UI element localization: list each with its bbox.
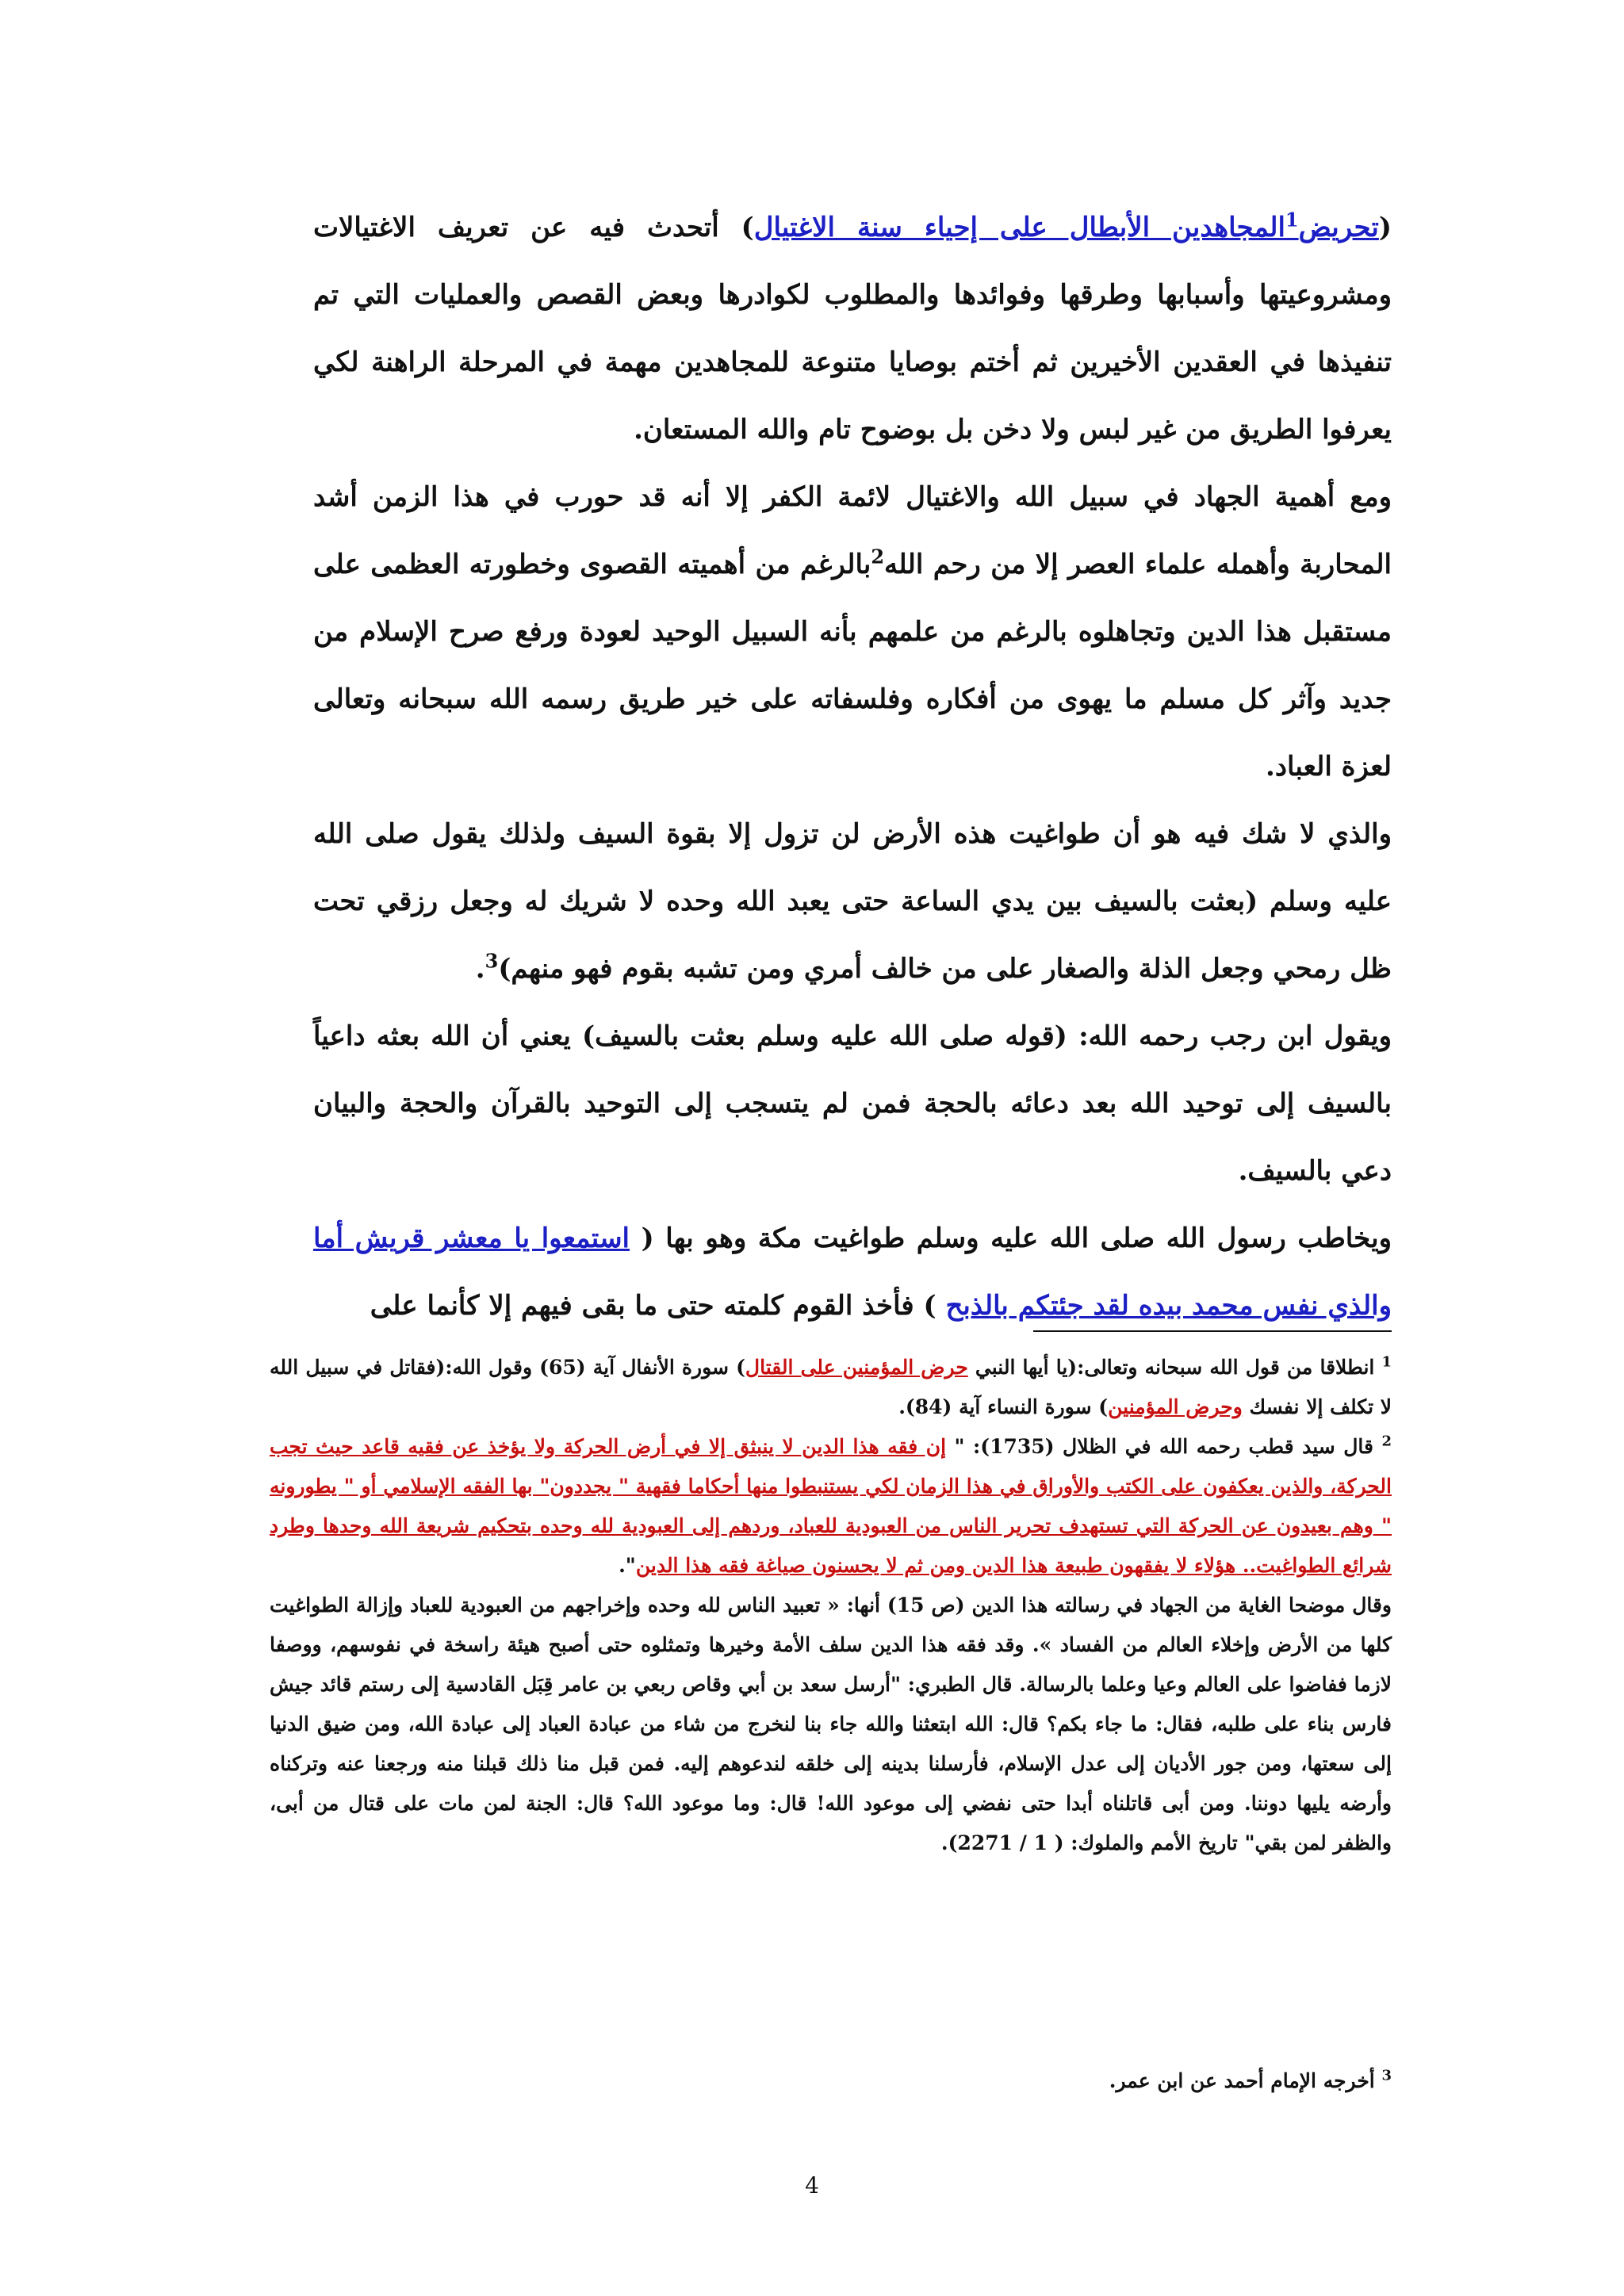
book-title-part-b: المجاهدين الأبطال على إحياء سنة الاغتيال: [753, 212, 1285, 243]
footnote-2-red-quote: إن فقه هذا الدين لا ينبثق إلا في أرض الحركة ولا يؤخذ عن فقيه قاعد حيث تجب الحركة، والذين يعكفون على الكتب والأوراق في هذا الزمان لكي يستنبطوا منها أحكاما فقهية " يجددون" بها الفقه الإسلامي أو " يطورونه " وهم بعيدون عن الحركة التي تستهدف تحرير الناس من العبودية للعباد، وردهم إلى العبودية لله وحده بتحكيم شريعة الله وحدها وطرد شرائع الطواغيت.. هؤلاء لا يفقهون طبيعة هذا الدين ومن ثم لا يحسنون صياغة فقه هذا الدين: [270, 1435, 1392, 1577]
main-text: [313, 194, 1392, 1340]
footnote-ref-1[interactable]: 1: [1285, 208, 1299, 232]
book-title-part-a: تحريض: [1298, 212, 1379, 243]
footnote-2: [270, 1427, 1392, 1586]
footnote-1-text-c: ) سورة النساء آية (84).: [898, 1395, 1109, 1418]
page-number: 4: [805, 2172, 819, 2198]
footnote-1-text-b: ) سورة الأنفال آية (65) وقول الله:(فقاتل في سبيل الله لا تكلف إلا نفسك: [270, 1356, 1392, 1418]
footnote-1: [270, 1348, 1392, 1427]
paragraph-3: [313, 801, 1392, 1003]
footnote-ref-3[interactable]: 3: [485, 949, 499, 973]
paragraph-2-text-a: ومع أهمية الجهاد في سبيل الله والاغتيال لائمة الكفر إلا أنه قد حورب في هذا الزمن أشد المحاربة وأهمله علماء العصر إلا من رحم الله: [313, 481, 1392, 580]
paragraph-1: [313, 194, 1392, 464]
highlighted-quote-link[interactable]: استمعوا يا معشر قريش أما والذي نفس محمد بيده لقد جئتكم بالذبح: [313, 1223, 1392, 1322]
footnote-1-red-quote-2: وحرض المؤمنين: [1108, 1395, 1243, 1418]
footnote-3-text: أخرجه الإمام أحمد عن ابن عمر.: [1109, 2069, 1382, 2092]
footnote-3: [270, 2065, 1392, 2097]
book-title-link[interactable]: [753, 208, 1379, 243]
paragraph-5-text-b: ) فأخذ القوم كلمته حتى ما بقى فيهم إلا كأنما على: [370, 1290, 946, 1322]
footnote-2-continuation: وقال موضحا الغاية من الجهاد في رسالته هذا الدين (ص 15) أنها: « تعبيد الناس لله وحده وإخراجهم من العبودية للعباد وإزالة الطواغيت كلها من الأرض وإخلاء العالم من الفساد ». وقد فقه هذا الدين سلف الأمة وخيرها وتمثلوه حتى أصبح هيئة راسخة في نفوسهم، ووصفا لازما ففاضوا على العالم وعيا وعلما بالرسالة. قال الطبري: "أرسل سعد بن أبي وقاص ربعي بن عامر قِبَل القادسية إلى رستم قائد جيش فارس بناء على طلبه، فقال: ما جاء بكم؟ قال: الله ابتعثنا والله جاء بنا لنخرج من شاء من عبادة العباد إلى عبادة الله، ومن ضيق الدنيا إلى سعتها، ومن جور الأديان إلى عدل الإسلام، فأرسلنا بدينه إلى خلقه لندعوهم إليه. فمن قبل منا ذلك قبلنا منه ورجعنا عنه وتركناه وأرضه يليها دوننا. ومن أبى قاتلناه أبدا حتى نفضي إلى موعود الله! قال: وما موعود الله؟ قال: الجنة لمن مات على قتال من أبى، والظفر لمن بقي" تاريخ الأمم والملوك: ( 1 / 2271).: [270, 1594, 1392, 1854]
footnote-2-text-a: قال سيد قطب رحمه الله في الظلال (1735): ": [946, 1435, 1382, 1458]
paragraph-2-text-b: بالرغم من أهميته القصوى وخطورته العظمى على مستقبل هذا الدين وتجاهلوه بالرغم من علمهم بأنه السبيل الوحيد لعودة ورفع صرح الإسلام من جديد وآثر كل مسلم ما يهوى من أفكاره وفلسفاته على خير طريق رسمه الله سبحانه وتعالى لعزة العباد.: [313, 549, 1392, 783]
footnote-2-text-b: ".: [619, 1554, 636, 1577]
paragraph-3-text-a: والذي لا شك فيه هو أن طواغيت هذه الأرض لن تزول إلا بقوة السيف ولذلك يقول صلى الله عليه وسلم (بعثت بالسيف بين يدي الساعة حتى يعبد الله وحده لا شريك له وجعل رزقي تحت ظل رمحي وجعل الذلة والصغار على من خالف أمري ومن تشبه بقوم فهو منهم): [313, 818, 1392, 985]
footnote-separator: [1033, 1330, 1392, 1332]
close-paren: ): [741, 212, 754, 243]
footnote-ref-2[interactable]: 2: [871, 545, 885, 568]
footnote-1-red-quote-1: حرض المؤمنين على القتال: [745, 1356, 968, 1379]
paragraph-1-text: أتحدث فيه عن تعريف الاغتيالات ومشروعيتها وأسبابها وطرقها وفوائدها والمطلوب لكوادرها وبعض القصص والعمليات التي تم تنفيذها في العقدين الأخيرين ثم أختم بوصايا متنوعة للمجاهدين مهمة في المرحلة الراهنة لكي يعرفوا الطريق من غير لبس ولا دخن بل بوضوح تام والله المستعان.: [313, 212, 1392, 446]
footnote-1-text-a: انطلاقا من قول الله سبحانه وتعالى:(يا أيها النبي: [967, 1356, 1382, 1379]
paragraph-4: ويقول ابن رجب رحمه الله: (قوله صلى الله عليه وسلم بعثت بالسيف) يعني أن الله بعثه داعياً بالسيف إلى توحيد الله بعد دعائه بالحجة فمن لم يتسجب إلى التوحيد بالقرآن والحجة والبيان دعي بالسيف.: [313, 1020, 1392, 1187]
open-paren: (: [1378, 212, 1392, 243]
footnote-1-number: 1: [1381, 1353, 1392, 1371]
footnote-2-number: 2: [1381, 1433, 1392, 1450]
footnote-3-number: 3: [1381, 2067, 1392, 2084]
paragraph-5: [313, 1205, 1392, 1340]
paragraph-3-text-b: .: [475, 953, 485, 985]
paragraph-2: [313, 464, 1392, 801]
paragraph-5-text-a: ويخاطب رسول الله صلى الله عليه وسلم طواغيت مكة وهو بها (: [630, 1223, 1392, 1254]
footnotes-section: [270, 1348, 1392, 1863]
